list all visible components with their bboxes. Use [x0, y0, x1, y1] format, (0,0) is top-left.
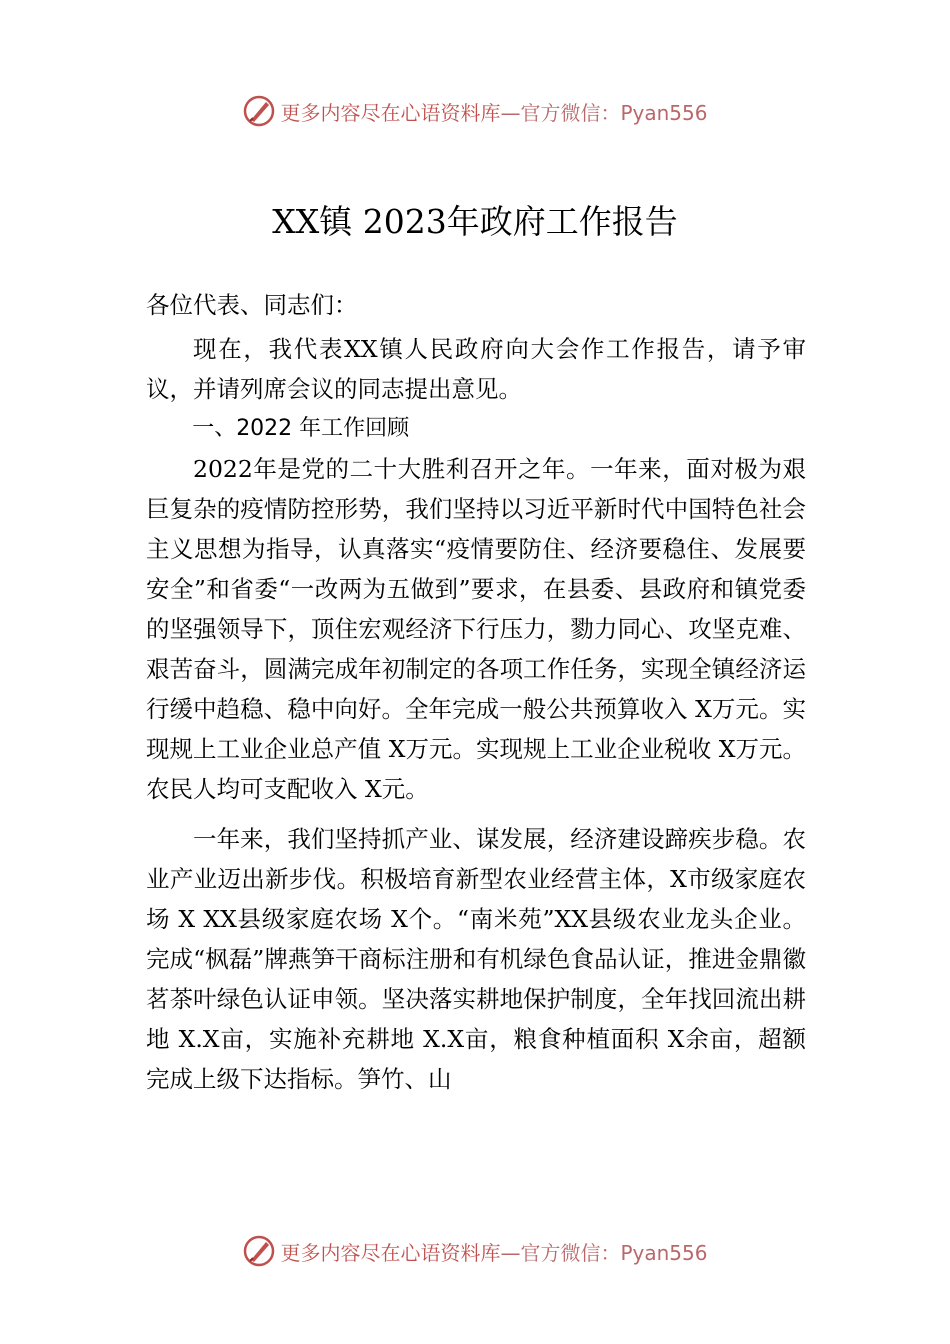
document-title: XX镇 2023年政府工作报告	[272, 202, 678, 241]
paragraph-review: 2022年是党的二十大胜利召开之年。一年来，面对极为艰巨复杂的疫情防控形势，我们坚持以习近平新时代中国特色社会主义思想为指导，认真落实“疫情要防住、经济要稳住、发展要安全”和省委“一改两为五做到”要求，在县委、县政府和镇党委的坚强领导下，顶住宏观经济下行压力，勠力同心、攻坚克难、艰苦奋斗，圆满完成年初制定的各项工作任务，实现全镇经济运行缓中趋稳、稳中向好。全年完成一般公共预算收入 X万元。实现规上工业企业总产值 X万元。实现规上工业企业税收 X万元。农民人均可支配收入 X元。	[146, 455, 806, 803]
watermark-main-text: 更多内容尽在心语资料库	[280, 1240, 501, 1265]
watermark-sub-text: —官方微信：Pyan556	[500, 1240, 708, 1265]
paragraph-economy: 一年来，我们坚持抓产业、谋发展，经济建设蹄疾步稳。农业产业迈出新步伐。积极培育新型农业经营主体，X市级家庭农场 X XX县级家庭农场 X个。“南米苑”XX县级农业龙头企业。完成“枫磊”牌燕笋干商标注册和有机绿色食品认证，推进金鼎徽茗茶叶绿色认证申领。坚决落实耕地保护制度，全年找回流出耕地 X.X亩，实施补充耕地 X.X亩，粮食种植面积 X余亩，超额完成上级下达指标。笋竹、山	[146, 825, 806, 1093]
document-body	[146, 285, 806, 1099]
intro-paragraph: 现在，我代表XX镇人民政府向大会作工作报告，请予审议，并请列席会议的同志提出意见。	[146, 335, 806, 403]
footer-watermark	[0, 1234, 950, 1268]
watermark-sub-text: —官方微信：Pyan556	[500, 100, 708, 125]
header-watermark	[0, 94, 950, 128]
quill-logo-icon	[242, 94, 276, 128]
quill-logo-icon	[242, 1234, 276, 1268]
section-heading: 一、2022 年工作回顾	[192, 416, 410, 441]
watermark-main-text: 更多内容尽在心语资料库	[280, 100, 501, 125]
salutation: 各位代表、同志们：	[146, 291, 358, 319]
